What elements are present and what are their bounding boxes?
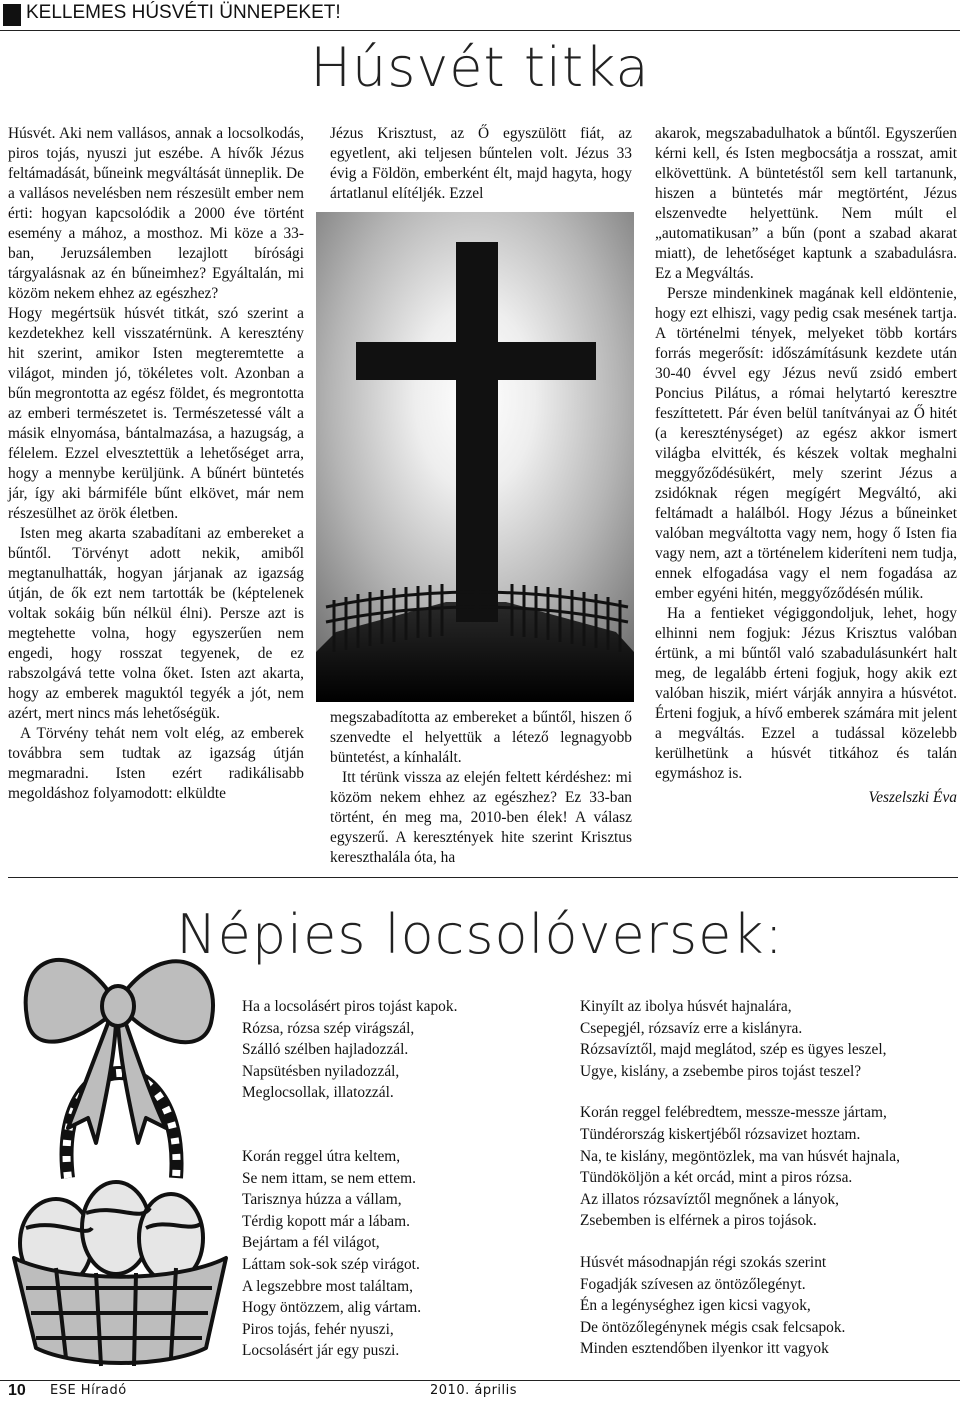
article-title: Húsvét titka [310, 36, 650, 99]
poem: Korán reggel felébredtem, messze-messze jártam, Tündérország kiskertjéből rózsavizet hoztam. Na, te kislány, megöntözlek, ma van húsvét hajnala, Tündököljön a két orcád, mint a piros rózsa. Az illatos rózsavíztől megnőnek a lányok, Zsebemben is elférnek a piros tojások. [580, 1104, 900, 1230]
easter-basket-illustration [6, 928, 232, 1373]
poem: Korán reggel útra keltem, Se nem ittam, se nem ettem. Tarisznya húzza a vállam, Térdig kopott már a lábam. Bejártam a fél világot, Láttam sok-sok szép virágot. A legszebbre most találtam, Hogy öntözzem, alig vártam. Piros tojás, fehér nyuszi, Locsolásért jár egy puszi. [242, 1147, 422, 1360]
paragraph: akarok, megszabadulhatok a bűntől. Egyszerűen kérni kell, és Isten megbocsátja a rosszat, amit elkövettünk. A büntetéstől sem kell tartanunk, hiszen a büntetés már megtörtént, Jézus elszenvedte helyettünk. Nem múlt el „automatikusan” a bűn (pont a szabad akarat miatt), de lehetőséget kaptunk a szabadulásra. Ez a Megváltás. [655, 125, 957, 282]
article-column-3 [655, 124, 957, 808]
paragraph: Isten meg akarta szabadítani az embereket a bűntől. Törvényt adott nekik, amiből megtanulhatták, hogyan járjanak az igazság útján, de ők ezt nem tartották be (képtelenek voltak sokáig bűn nélkül élni). Persze azt is megtehette volna, hogy egyszerűen nem engedi, hogy rosszat tegyenek, de ez rabszolgává tette volna őket. Isten azt akarta, hogy az emberek maguktól tegyék a jót, nem azért, mert nincs más lehetőségük. [8, 525, 304, 722]
paragraph: Jézus Krisztust, az Ő egyszülött fiát, az egyetlent, aki teljesen bűntelen volt. Jézus 33 évig a Földön, emberként élt, majd hagyta, hogy ártatlanul elítéljék. Ezzel [330, 125, 632, 202]
paragraph: Hogy megértsük húsvét titkát, szó szerint a kezdetekhez kell visszatérnünk. A keresztény hit szerint, amikor Isten megteremtette a világot, minden jó, tökéletes volt. Azonban a bűn megrontotta az egész földet, és megrontotta az emberi természetet is. Természetessé vált a másik elnyomása, bántalmazása, a hazugság, a félelem. Ezzel elvesztettük a lehetőséget arra, hogy a mennybe kerüljünk. A bűnért büntetés jár, így aki bármiféle bűnt elkövet, már nem részesülhet az örök életben. [8, 305, 304, 522]
article-column-2-bottom [330, 708, 632, 868]
publication-name: ESE Híradó [50, 1383, 127, 1398]
poem: Húsvét másodnapján régi szokás szerint Fogadják szívesen az öntözőlegényt. Én a legénységhez igen kicsi vagyok, De öntözőlegénynek mégis csak felcsapok. Minden esztendőben ilyenkor itt vagyok [580, 1253, 846, 1358]
poem-column-right [580, 996, 940, 1380]
footer-rule [0, 1380, 960, 1381]
section-divider [8, 877, 958, 878]
paragraph: megszabadította az embereket a bűntől, hiszen ő szenvedte el helyettük a létező legnagyobb büntetést, a kínhalált. [330, 709, 632, 766]
paragraph: Ha a fentieket végiggondoljuk, lehet, hogy elhinni nem fogjuk: Jézus Krisztus valóban értünk, a mi bűntől való szabadulásunkért halt meg, de legalább érteni fogjuk, hogy akik ezt valóban hiszik, miért várják annyira a húsvétot. Érteni fogjuk, a hívő emberek számára mit jelent a megváltás. Ezzel a tudással közelebb kerülhetünk a húsvét titkához és talán egymáshoz is. [655, 605, 957, 782]
poems-title: Népies locsolóversek: [176, 903, 784, 966]
page-number: 10 [8, 1382, 26, 1399]
header-title: KELLEMES HÚSVÉTI ÜNNEPEKET! [26, 2, 341, 23]
header-mark [3, 4, 21, 26]
poem: Ha a locsolásért piros tojást kapok. Rózsa, rózsa szép virágszál, Szálló szélben hajladozzál. Napsütésben nyiladozzál, Meglocsollak, illatozzál. [242, 998, 458, 1102]
paragraph: Húsvét. Aki nem vallásos, annak a locsolkodás, piros tojás, nyuszi jut eszébe. A hívők Jézus feltámadását, bűneink megváltását ünneplik. De a vallásos nevelésben nem részesült ember nem érti: hogyan kapcsolódik a 2000 éve történt esemény a mához, a mosthoz. Mi köze a 33-ban, Jeruzsálemben lezajlott bírósági tárgyalásnak az én bűneimhez? Egyáltalán, mi közöm nekem ehhez az egészhez? [8, 125, 304, 302]
paragraph: Itt térünk vissza az elején feltett kérdéshez: mi közöm nekem ehhez az egészhez? Ez 33-ban történt, én meg ma, 2010-ben élek! A válasz egyszerű. A keresztények hite szerint Krisztus kereszthalála óta, ha [330, 769, 632, 866]
article-column-2-top [330, 124, 632, 204]
header-rule [0, 30, 960, 31]
paragraph: Persze mindenkinek magának kell eldöntenie, hogy ezt elhiszi, vagy pedig csak mesének tartja. A történelmi tények, melyeket több kortárs forrás megerősít: időszámításunk kezdete után 30-40 évvel egy Jézus nevű zsidó embert Poncius Pilátus, a római helytartó keresztre feszíttetett. Pár éven belül tanítványai az Ő hitét (a kereszténységet) az egész akkor ismert világba elvitték, és készek voltak meghalni meggyőződésükért, mely szerint Jézus a zsidóknak régen megígért Megváltó, aki feltámadt a halálból. Hogy Jézus a bűneinket valóban megváltotta vagy nem, hogy ő Isten fia vagy nem, azt a történelem kideríteni nem tudja, ennek elfogadása vagy el nem fogadása az ember egyéni hitén, meggyőződésén múlik. [655, 285, 957, 602]
poem-column-left [242, 996, 562, 1382]
article-author: Veszelszki Éva [868, 789, 957, 806]
cross-photo [316, 212, 634, 702]
issue-date: 2010. április [430, 1383, 518, 1398]
paragraph: A Törvény tehát nem volt elég, az emberek továbbra sem tudtak az igazság útján megmaradni. Isten ezért radikálisabb megoldáshoz folyamodott: elküldte [8, 725, 304, 802]
article-column-1 [8, 124, 304, 804]
poem: Kinyílt az ibolya húsvét hajnalára, Csepegjél, rózsavíz erre a kislányra. Rózsavíztől, majd meglátod, szép es ügyes leszel, Ugye, kislány, a zsebembe piros tojást teszel? [580, 998, 887, 1080]
